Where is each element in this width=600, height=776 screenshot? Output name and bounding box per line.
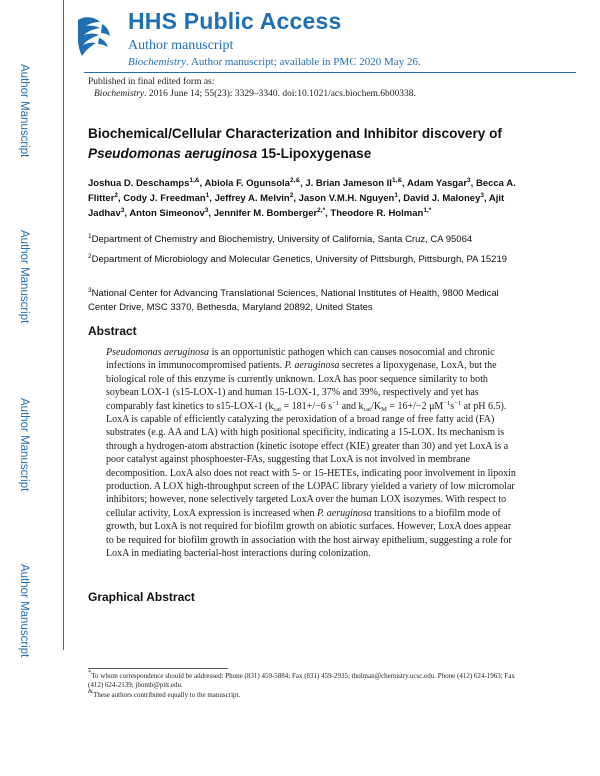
sidebar-label-2: Author Manuscript (18, 230, 30, 324)
title-line-1: Biochemical/Cellular Characterization and Inhibitor discovery of (88, 126, 502, 141)
affiliation-2: $^2$Department of Microbiology and Molecular Genetics, University of Pittsburgh, Pittsburgh, PA 15219 (88, 253, 508, 265)
author[interactable]: Abiola F. Ogunsola$^{2,\&}$ (204, 177, 301, 189)
author[interactable]: Ajit Jadhav$^3$ (88, 193, 505, 219)
sidebar-label-4: Author Manuscript (18, 564, 30, 658)
footnote-rule (88, 668, 228, 669)
author[interactable]: Becca A. Flitter$^2$ (88, 178, 516, 204)
graphical-abstract-heading: Graphical Abstract (88, 590, 195, 604)
availability-journal: Biochemistry (128, 56, 187, 68)
author[interactable]: Jennifer M. Bomberger$^{2,*}$ (213, 207, 326, 219)
availability-text: . Author manuscript; available in PMC 2020 May 26. (186, 56, 421, 68)
abstract-body: Pseudomonas aeruginosa is an opportunistic pathogen which can causes nosocomial and chronic infections in immunocompromised patients. P. aeruginosa secretes a lipoxygenase, LoxA, but the biological role of this enzyme is currently unknown. LoxA has poor sequence similarity to both soybean LOX-1 (s15-LOX-1) and human 15-LOX-1, 37% and 39%, respectively and yet has comparably fast kinetics to s15-LOX-1 ($k_{cat} = 181+/-6$ $s^{-1}$ and $k_{cat}/K_M = 16+/-2$ $\mu M^{-1}s^{-1}$ at pH 6.5). LoxA is capable of efficiently catalyzing the peroxidation of a broad range of free fatty acid (FA) substrates (e.g. AA and LA) with high positional specificity, indicating a 15-LOX. Its mechanism is through a hydrogen-atom abstraction (kinetic isotope effect (KIE) greater than 30) and yet LoxA is a poor catalyst against phosphoester-FAs, suggesting that LoxA is not involved in membrane decomposition. LoxA also does not react with 5- or 15-HETEs, indicating poor involvement in lipoxin production. A LOX high-throughput screen of the LOPAC library yielded a variety of low micromolar inhibitors; however, none selectively targeted LoxA over the human LOX isozymes. With respect to cellular activity, LoxA expression is increased when P. aeruginosa transitions to a biofilm mode of growth, but LoxA is not required for biofilm growth on abiotic surfaces. However, LoxA does appear to be required for biofilm growth in association with the host airway epithelium, suggesting a role for LoxA in mediating bacterial-host interactions during colonization. (106, 347, 516, 560)
citation-text: . 2016 June 14; 55(23): 3329–3340. doi:10.1021/acs.biochem.6b00338. (144, 89, 416, 99)
correspondence-note: *To whom correspondence should be addressed: Phone (831) 459-5884; Fax (831) 459-2935; tholman@chemistry.ucsc.edu. Phone (412) 624-1963; Fax (412) 624-2139; jbomb@pitt.edu. (88, 669, 515, 690)
footnotes (88, 669, 520, 700)
hhs-title: HHS Public Access (128, 8, 342, 34)
author[interactable]: Theodore R. Holman$^{1,*}$ (330, 207, 432, 219)
citation-line (88, 88, 416, 100)
equal-contribution-note: &These authors contributed equally to the manuscript. (88, 687, 241, 699)
author[interactable]: Jason V.M.H. Nguyen$^1$ (298, 192, 398, 204)
affiliation-1: $^1$Department of Chemistry and Biochemistry, University of California, Santa Cruz, CA 95064 (88, 233, 473, 245)
author[interactable]: Joshua D. Deschamps$^{1,\&}$ (88, 177, 200, 189)
author[interactable]: David J. Maloney$^3$ (403, 192, 484, 204)
published-line: Published in final edited form as: (88, 77, 215, 87)
author[interactable]: J. Brian Jameson $II^{1,\&}$ (305, 177, 403, 189)
title-italic: Pseudomonas aeruginosa (88, 146, 258, 161)
title-line-2 (88, 144, 528, 164)
author[interactable]: Adam Yasgar$^3$ (407, 177, 471, 189)
abstract-heading: Abstract (88, 324, 137, 338)
author[interactable]: Anton Simeonov$^3$ (129, 207, 209, 219)
title-rest: 15-Lipoxygenase (257, 146, 372, 161)
sidebar-label-1: Author Manuscript (18, 64, 30, 158)
author[interactable]: Cody J. Freedman$^1$ (123, 192, 210, 204)
availability-line (128, 56, 421, 68)
publication-info (88, 76, 416, 100)
citation-journal: Biochemistry (94, 89, 145, 99)
manuscript-label: Author manuscript (128, 38, 234, 53)
article-title (88, 124, 528, 164)
sidebar-label-3: Author Manuscript (18, 398, 30, 492)
header-rule (84, 72, 576, 73)
affiliation-3: $^3$National Center for Advancing Translational Sciences, National Institutes of Health, 9800 Medical Center Drive, MSC 3370, Bethesda, Maryland 20892, United States (88, 287, 499, 313)
sidebar-divider (63, 0, 64, 650)
hhs-eagle-logo-icon (74, 14, 114, 62)
author-list: Joshua D. Deschamps$^{1,\&}$, Abiola F. Ogunsola$^{2,\&}$, J. Brian Jameson $II^{1,\&}$, Adam Yasgar$^3$, Becca A. Flitter$^2$, Cody J. Freedman$^1$, Jeffrey A. Melvin$^2$, Jason V.M.H. Nguyen$^1$, David J. Maloney$^3$, Ajit Jadhav$^3$, Anton Simeonov$^3$, Jennifer M. Bomberger$^{2,*}$, Theodore R. Holman$^{1,*}$ (88, 177, 516, 219)
author[interactable]: Jeffrey A. Melvin$^2$ (214, 192, 294, 204)
